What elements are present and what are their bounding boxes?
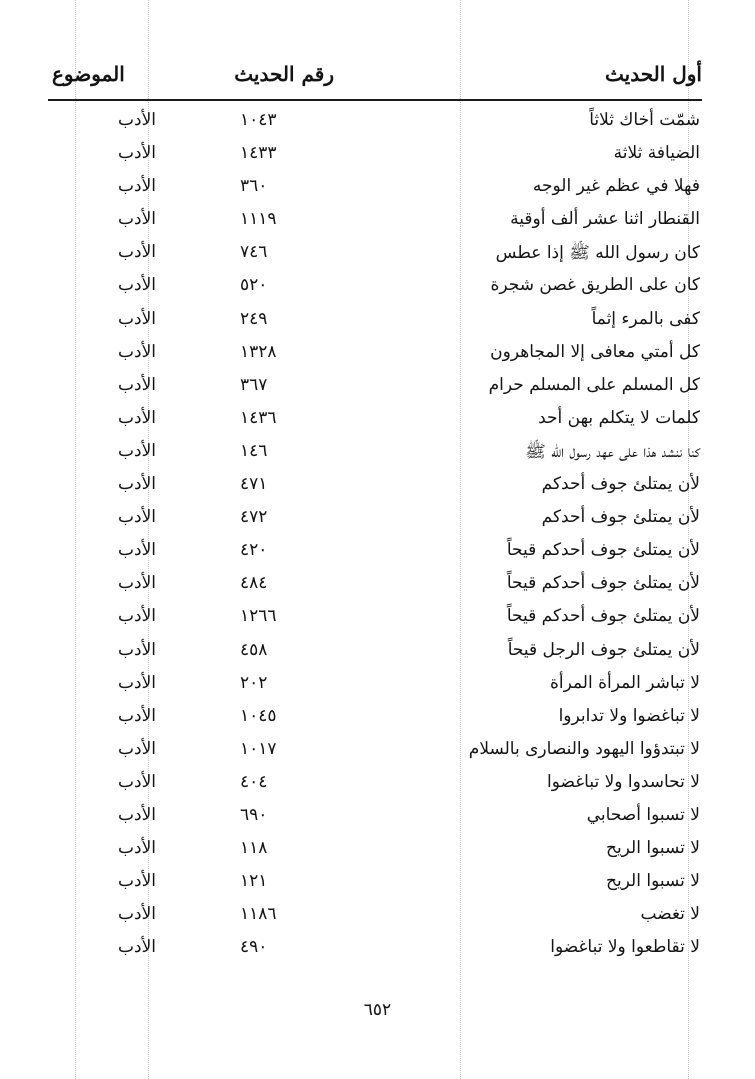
hadith-number: ٦٩٠ [240,804,268,825]
table-row [48,336,702,369]
hadith-first-words: كل أمتي معافى إلا المجاهرون [490,341,700,362]
table-row [48,898,702,931]
hadith-number: ١١٨ [240,838,268,859]
table-header [48,62,702,96]
hadith-number: ٧٤٦ [240,242,268,263]
hadith-topic: الأدب [118,705,156,726]
hadith-first-words: لأن يمتلئ جوف أحدكم [541,507,700,528]
hadith-number: ١٤٦ [240,440,268,461]
hadith-topic: الأدب [118,440,156,461]
hadith-topic: الأدب [118,573,156,594]
hadith-number: ١٣٢٨ [240,341,277,362]
index-table-body [48,104,702,964]
table-row [48,700,702,733]
hadith-first-words: لا تباغضوا ولا تدابروا [558,705,700,726]
hadith-first-words: لا تسبوا الريح [605,871,700,892]
hadith-first-words: لأن يمتلئ جوف أحدكم قيحاً [506,540,700,561]
hadith-number: ٥٢٠ [240,275,268,296]
table-row [48,402,702,435]
hadith-first-words: فهلا في عظم غير الوجه [532,176,700,197]
hadith-number: ١٠٤٣ [240,110,277,130]
hadith-topic: الأدب [118,176,156,197]
hadith-first-words: كلمات لا يتكلم بهن أحد [538,407,700,428]
hadith-first-words: لأن يمتلئ جوف الرجل قيحاً [507,639,700,660]
page-number: ٦٥٢ [363,1000,392,1020]
table-row [48,534,702,567]
hadith-first-words: لا تحاسدوا ولا تباغضوا [547,771,700,792]
table-row [48,203,702,236]
hadith-first-words: كان رسول الله ﷺ إذا عطس [495,243,700,264]
table-row [48,104,702,137]
hadith-topic: الأدب [118,341,156,362]
header-divider [48,99,702,101]
hadith-topic: الأدب [118,474,156,495]
hadith-topic: الأدب [118,871,156,892]
hadith-number: ٤٩٠ [240,937,268,958]
hadith-first-words: كل المسلم على المسلم حرام [488,374,700,395]
hadith-first-words: لا تسبوا أصحابي [586,804,700,825]
hadith-number: ٤٢٠ [240,540,268,561]
hadith-first-words: كفى بالمرء إثماً [591,308,700,329]
hadith-number: ١٢٦٦ [240,606,277,627]
table-row [48,170,702,203]
hadith-topic: الأدب [118,275,156,296]
hadith-topic: الأدب [118,209,156,230]
hadith-number: ١٤٣٣ [240,143,277,164]
hadith-number: ١٢١ [240,871,268,892]
hadith-first-words: لا تباشر المرأة المرأة [549,672,700,693]
hadith-topic: الأدب [118,242,156,263]
hadith-topic: الأدب [118,606,156,627]
table-row [48,865,702,898]
table-row [48,236,702,269]
table-row [48,600,702,633]
hadith-number: ٢٤٩ [240,308,268,329]
hadith-number: ١١٨٦ [240,904,277,925]
hadith-topic: الأدب [118,540,156,561]
hadith-topic: الأدب [118,143,156,164]
hadith-first-words: لا تبتدؤوا اليهود والنصارى بالسلام [468,738,700,759]
hadith-number: ١٤٣٦ [240,407,277,428]
hadith-first-words: شمّت أخاك ثلاثاً [589,110,700,130]
table-row [48,733,702,766]
hadith-number: ٤٧٢ [240,507,268,528]
hadith-first-words: لأن يمتلئ جوف أحدكم قيحاً [506,573,700,594]
table-row [48,567,702,600]
hadith-number: ٤٥٨ [240,639,268,660]
table-row [48,369,702,402]
hadith-first-words: كان على الطريق غصن شجرة [490,275,700,296]
table-row [48,468,702,501]
hadith-number: ٣٦٠ [240,176,268,197]
hadith-first-words: لأن يمتلئ جوف أحدكم [541,474,700,495]
hadith-topic: الأدب [118,838,156,859]
hadith-first-words: القنطار اثنا عشر ألف أوقية [510,209,700,230]
hadith-topic: الأدب [118,308,156,329]
table-row [48,634,702,667]
hadith-number: ١٠١٧ [240,738,277,759]
hadith-first-words: كنا ننشد هذا على عهد رسول الله ﷺ [525,441,700,462]
hadith-topic: الأدب [118,937,156,958]
hadith-topic: الأدب [118,771,156,792]
hadith-topic: الأدب [118,374,156,395]
hadith-topic: الأدب [118,672,156,693]
column-header-hadith-number: رقم الحديث [234,62,334,86]
hadith-number: ١١١٩ [240,209,277,230]
hadith-number: ٣٦٧ [240,374,268,395]
hadith-first-words: الضيافة ثلاثة [613,143,700,164]
table-row [48,435,702,468]
hadith-topic: الأدب [118,904,156,925]
hadith-topic: الأدب [118,110,156,130]
hadith-first-words: لأن يمتلئ جوف أحدكم قيحاً [506,606,700,627]
table-row [48,766,702,799]
hadith-number: ٤٧١ [240,474,268,495]
table-row [48,799,702,832]
hadith-number: ٢٠٢ [240,672,268,693]
hadith-topic: الأدب [118,804,156,825]
hadith-number: ٤٠٤ [240,771,268,792]
hadith-first-words: لا تقاطعوا ولا تباغضوا [550,937,700,958]
hadith-number: ٤٨٤ [240,573,268,594]
table-row [48,269,702,302]
hadith-topic: الأدب [118,738,156,759]
table-row [48,137,702,170]
hadith-topic: الأدب [118,639,156,660]
column-header-first-words: أول الحديث [605,62,702,86]
table-row [48,667,702,700]
hadith-topic: الأدب [118,507,156,528]
hadith-first-words: لا تسبوا الريح [605,838,700,859]
hadith-first-words: لا تغضب [640,904,700,925]
table-row [48,501,702,534]
hadith-number: ١٠٤٥ [240,705,277,726]
table-row [48,832,702,865]
table-row [48,303,702,336]
table-row [48,931,702,964]
column-header-topic: الموضوع [52,62,125,86]
hadith-topic: الأدب [118,407,156,428]
